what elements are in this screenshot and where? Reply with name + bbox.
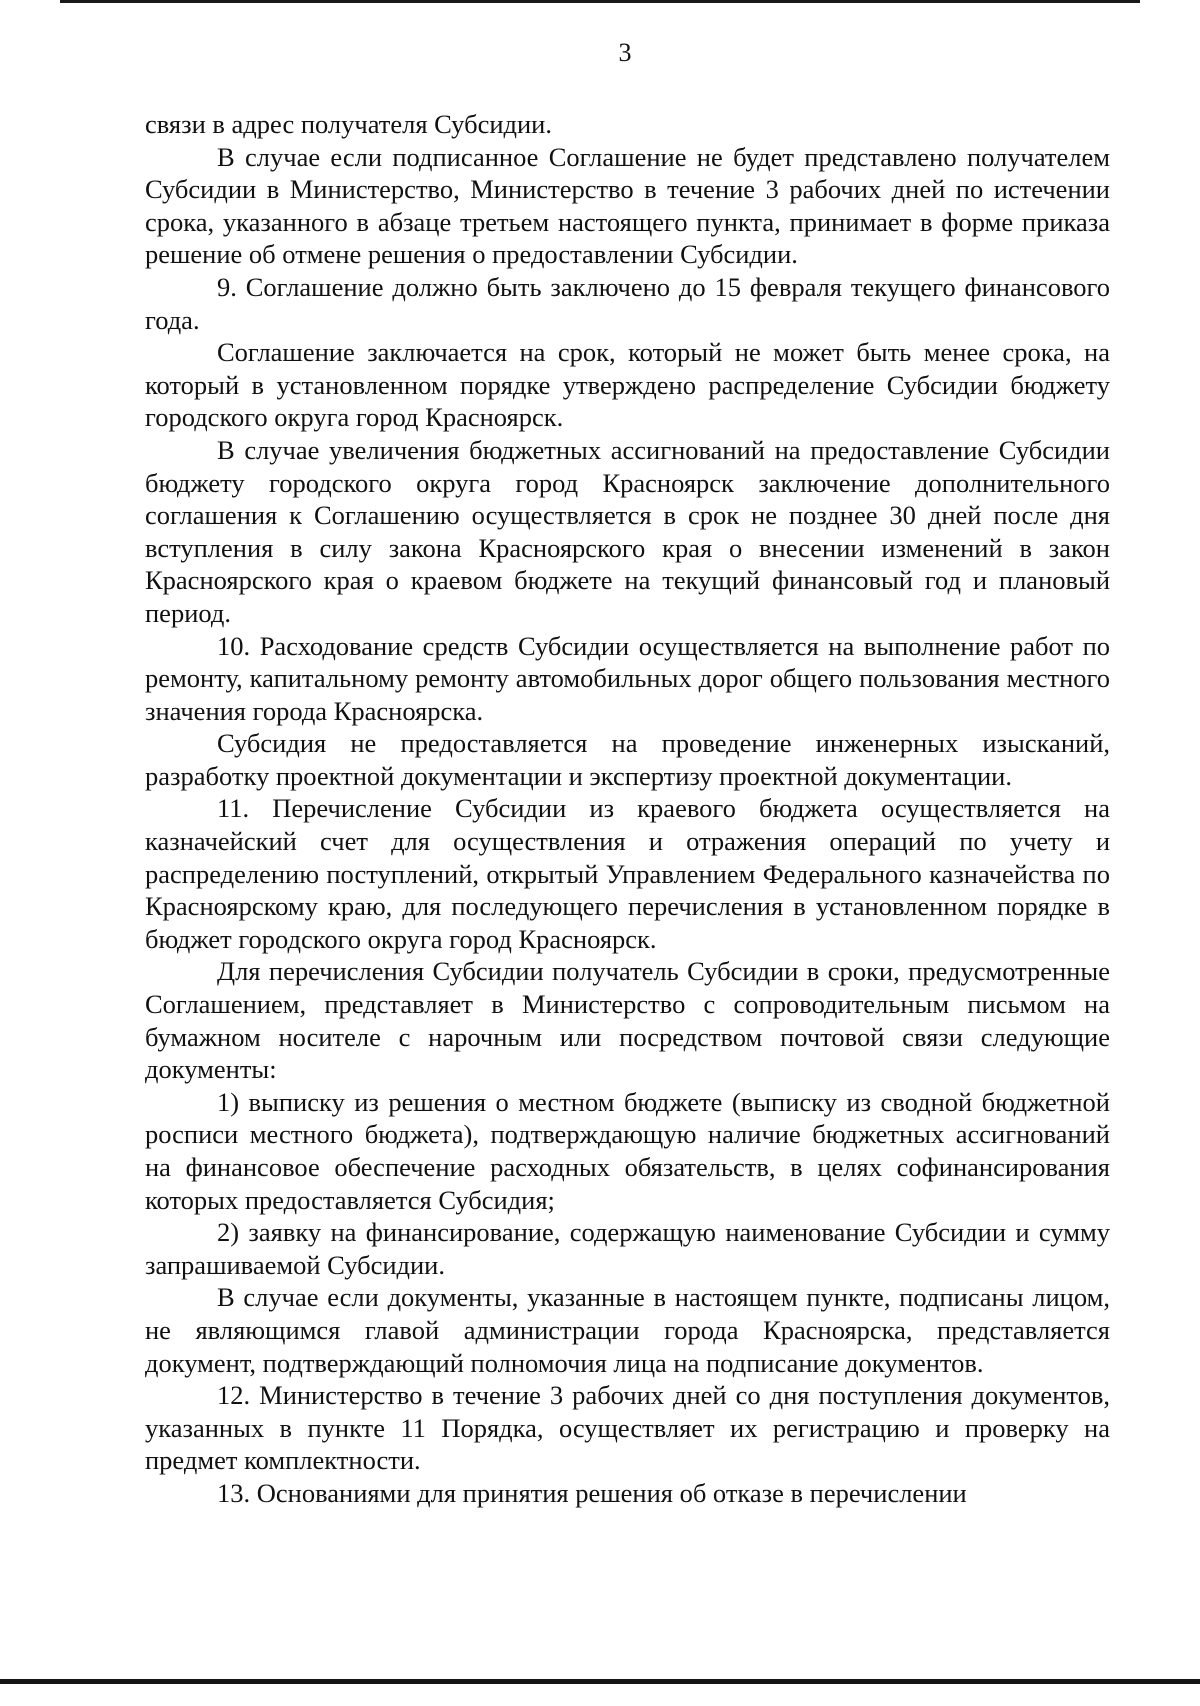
- paragraph: связи в адрес получателя Субсидии.: [145, 109, 552, 139]
- paragraph: В случае если документы, указанные в настоящем пункте, подписаны лицом, не являющимся главой администрации города Красноярска, представляется документ, подтверждающий полномочия лица на подписание документов.: [145, 1282, 1110, 1378]
- paragraph: 11. Перечисление Субсидии из краевого бюджета осуществляется на казначейский счет для осуществления и отражения операций по учету и распределению поступлений, открытый Управлением Федерального казначейства по Красноярскому краю, для последующего перечисления в установленном порядке в бюджет городского округа город Красноярск.: [145, 793, 1110, 954]
- page-number: 3: [618, 38, 632, 67]
- paragraph: В случае если подписанное Соглашение не будет представлено получателем Субсидии в Министерство, Министерство в течение 3 рабочих дней по истечении срока, указанного в абзаце третьем настоящего пункта, принимает в форме приказа решение об отмене решения о предоставлении Субсидии.: [145, 141, 1110, 270]
- paragraph: 10. Расходование средств Субсидии осуществляется на выполнение работ по ремонту, капитальному ремонту автомобильных дорог общего пользования местного значения города Красноярска.: [145, 630, 1110, 726]
- paragraph: 13. Основаниями для принятия решения об отказе в перечислении: [217, 1477, 967, 1508]
- paragraph: В случае увеличения бюджетных ассигнований на предоставление Субсидии бюджету городского округа город Красноярск заключение дополнительного соглашения к Соглашению осуществляется в срок не позднее 30 дней после дня вступления в силу закона Красноярского края о внесении изменений в закон Красноярского края о краевом бюджете на текущий финансовый год и плановый период.: [145, 434, 1110, 628]
- paragraph: Соглашение заключается на срок, который не может быть менее срока, на который в установленном порядке утверждено распределение Субсидии бюджету городского округа город Красноярск.: [145, 337, 1110, 433]
- paragraph: Субсидия не предоставляется на проведение инженерных изысканий, разработку проектной документации и экспертизу проектной документации.: [145, 728, 1110, 791]
- top-edge-line: [60, 0, 1140, 3]
- paragraph: 12. Министерство в течение 3 рабочих дней со дня поступления документов, указанных в пункте 11 Порядка, осуществляет их регистрацию и проверку на предмет комплектности.: [145, 1380, 1110, 1476]
- paragraph: 9. Соглашение должно быть заключено до 15 февраля текущего финансового года.: [145, 271, 1110, 335]
- paragraph: 1) выписку из решения о местном бюджете (выписку из сводной бюджетной росписи местного бюджета), подтверждающую наличие бюджетных ассигнований на финансовое обеспечение расходных обязательств, в целях софинансирования которых предоставляется Субсидия;: [145, 1086, 1110, 1215]
- paragraph: Для перечисления Субсидии получатель Субсидии в сроки, предусмотренные Соглашением, представляет в Министерство с сопроводительным письмом на бумажном носителе с нарочным или посредством почтовой связи следующие документы:: [145, 956, 1110, 1085]
- document-body: [145, 108, 1110, 1510]
- paragraph: 2) заявку на финансирование, содержащую наименование Субсидии и сумму запрашиваемой Субсидии.: [145, 1217, 1110, 1280]
- bottom-edge-line: [0, 1679, 1200, 1684]
